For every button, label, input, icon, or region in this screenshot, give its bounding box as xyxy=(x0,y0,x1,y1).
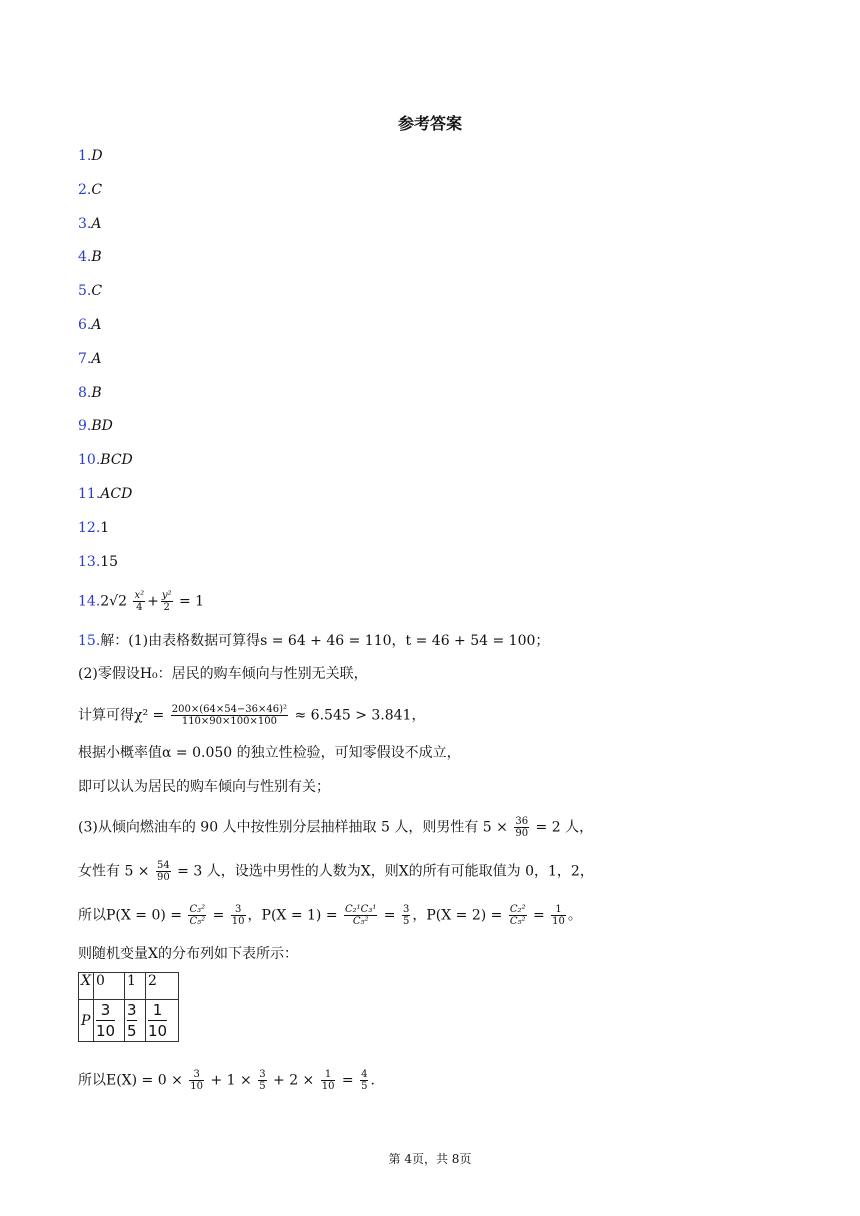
denominator: C₅² xyxy=(189,916,206,927)
answer-value: ACD xyxy=(100,486,133,502)
answer-9 xyxy=(78,416,113,436)
denominator: 10 xyxy=(190,1081,204,1092)
solution-text: 解：(1)由表格数据可算得s = 64 + 46 = 110，t = 46 + 54 = 100； xyxy=(100,633,550,649)
answer-number: 12. xyxy=(78,520,101,536)
table-cell: 0 xyxy=(93,973,124,1000)
denominator: 10 xyxy=(552,916,565,927)
solution-text: = xyxy=(528,907,550,924)
solution-text: ，P(X = 2) = xyxy=(412,907,507,924)
fraction xyxy=(509,904,527,927)
table-cell: 1 xyxy=(124,973,145,1000)
answer-6 xyxy=(78,315,101,335)
solution-text: = 3 人，设选中男性的人数为X，则X的所有可能取值为 0，1，2， xyxy=(172,863,594,880)
answer-value: 2√2 xyxy=(100,593,128,610)
q15-line-6 xyxy=(78,816,593,839)
table-header-cell: X xyxy=(79,973,94,1000)
solution-text: = xyxy=(379,907,400,924)
q15-line-10 xyxy=(78,1069,375,1092)
answer-4 xyxy=(78,247,102,267)
answer-value: D xyxy=(91,148,103,164)
solution-text: 即可以认为居民的购车倾向与性别有关； xyxy=(78,779,330,795)
fraction xyxy=(188,904,206,927)
denominator: 5 xyxy=(259,1081,266,1092)
answer-number: 14. xyxy=(78,593,101,610)
solution-text: 根据小概率值α = 0.050 的独立性检验，可知零假设不成立， xyxy=(78,745,461,761)
answer-value: A xyxy=(91,317,102,333)
answer-11 xyxy=(78,484,132,504)
denominator: 90 xyxy=(157,872,170,883)
equation-rhs: = 1 xyxy=(174,593,205,610)
page-footer: 第 4页，共 8页 xyxy=(388,1152,472,1166)
answer-2 xyxy=(78,180,102,200)
answer-8 xyxy=(78,383,102,403)
denominator: C₅² xyxy=(509,916,526,927)
answer-number: 4. xyxy=(78,249,92,265)
solution-text: 所以E(X) = 0 × xyxy=(78,1072,188,1089)
chi-square-fraction xyxy=(171,704,288,727)
table-cell xyxy=(93,1000,124,1042)
solution-text: 。 xyxy=(567,907,582,924)
q15-line-1 xyxy=(78,631,549,651)
fraction xyxy=(189,1069,204,1092)
fraction: $\frac{1}{10}$ xyxy=(147,1001,168,1040)
numerator: C₂² xyxy=(509,904,526,915)
answer-number: 7. xyxy=(78,351,92,367)
table-header-cell: P xyxy=(79,1000,94,1042)
solution-text: = xyxy=(337,1072,359,1089)
numerator: C₃² xyxy=(189,904,206,915)
denominator: 5 xyxy=(361,1081,368,1092)
numerator: 1 xyxy=(321,1069,336,1081)
answer-3 xyxy=(78,214,101,234)
answer-value: 1 xyxy=(100,520,110,536)
denominator: 90 xyxy=(515,828,529,839)
distribution-table xyxy=(78,972,179,1042)
fraction xyxy=(551,904,566,927)
solution-text: ，P(X = 1) = xyxy=(247,907,343,924)
fraction: $\frac{3}{10}$ xyxy=(95,1001,116,1040)
answer-7 xyxy=(78,349,101,369)
plus-sign: + xyxy=(147,593,159,610)
table-cell xyxy=(145,1000,178,1042)
fraction: $\frac{3}{5}$ xyxy=(126,1001,137,1040)
solution-text: ≈ 6.545 > 3.841， xyxy=(290,707,426,724)
answer-number: 10. xyxy=(78,452,101,468)
numerator: y² xyxy=(161,590,172,601)
q15-line-3 xyxy=(78,704,425,727)
numerator: 4 xyxy=(361,1069,368,1080)
solution-text: + 1 × xyxy=(206,1072,257,1089)
numerator: C₂¹C₃¹ xyxy=(345,904,377,915)
q15-line-4 xyxy=(78,743,461,763)
denominator: 2 xyxy=(163,602,170,613)
fraction xyxy=(258,1069,266,1092)
answer-number: 2. xyxy=(78,182,92,198)
answer-13 xyxy=(78,552,118,572)
denominator: 110×90×100×100 xyxy=(181,716,277,727)
denominator: 10 xyxy=(231,916,245,927)
page-title: 参考答案 xyxy=(397,114,462,133)
denominator: 4 xyxy=(136,602,143,613)
solution-text: 则随机变量X的分布列如下表所示： xyxy=(78,946,298,962)
answer-number: 15. xyxy=(78,633,101,649)
answer-value: C xyxy=(91,182,103,198)
q15-line-5 xyxy=(78,777,330,797)
solution-text: + 2 × xyxy=(268,1072,319,1089)
numerator: 200×(64×54−36×46)² xyxy=(171,704,288,715)
answer-number: 6. xyxy=(78,317,92,333)
answer-value: BD xyxy=(91,418,113,434)
answer-14 xyxy=(78,590,204,613)
solution-text: 女性有 5 × xyxy=(78,863,154,880)
numerator: 1 xyxy=(551,904,566,916)
table-row xyxy=(79,973,179,1000)
answer-value: B xyxy=(91,385,102,401)
answer-value: A xyxy=(91,351,102,367)
answer-10 xyxy=(78,450,133,470)
numerator: 54 xyxy=(157,860,170,871)
fraction xyxy=(360,1069,368,1092)
answer-value: 15 xyxy=(100,554,119,570)
solution-text: . xyxy=(370,1072,375,1089)
answer-number: 1. xyxy=(78,148,92,164)
answer-number: 11. xyxy=(78,486,101,502)
numerator: x² xyxy=(134,590,145,601)
solution-text: (3)从倾向燃油车的 90 人中按性别分层抽样抽取 5 人，则男性有 5 × xyxy=(78,819,513,836)
denominator: 10 xyxy=(321,1081,335,1092)
answer-number: 13. xyxy=(78,554,101,570)
answer-number: 5. xyxy=(78,283,92,299)
fraction xyxy=(344,904,377,927)
denominator: C₅² xyxy=(352,916,369,927)
answer-value: C xyxy=(91,283,103,299)
q15-line-8 xyxy=(78,904,582,927)
numerator: 3 xyxy=(189,1069,204,1081)
solution-text: (2)零假设H₀：居民的购车倾向与性别无关联， xyxy=(78,666,368,682)
numerator: 3 xyxy=(231,904,246,916)
table-row xyxy=(79,1000,179,1042)
answer-value: BCD xyxy=(100,452,133,468)
q15-line-2 xyxy=(78,664,368,684)
fraction xyxy=(321,1069,336,1092)
answer-5 xyxy=(78,281,102,301)
answer-12 xyxy=(78,518,109,538)
solution-text: 所以P(X = 0) = xyxy=(78,907,187,924)
q15-line-7 xyxy=(78,860,594,883)
fraction xyxy=(133,590,145,613)
fraction xyxy=(161,590,173,613)
answer-number: 9. xyxy=(78,418,92,434)
solution-text: 计算可得χ² = xyxy=(78,707,169,724)
answer-value: B xyxy=(91,249,102,265)
fraction xyxy=(156,860,171,883)
fraction xyxy=(402,904,410,927)
answer-value: A xyxy=(91,216,102,232)
solution-text: = xyxy=(208,907,229,924)
table-cell: 2 xyxy=(145,973,178,1000)
numerator: 3 xyxy=(403,904,410,915)
answer-number: 8. xyxy=(78,385,92,401)
answer-1 xyxy=(78,146,103,166)
answer-number: 3. xyxy=(78,216,92,232)
numerator: 36 xyxy=(515,816,529,827)
q15-line-9 xyxy=(78,944,298,964)
numerator: 3 xyxy=(259,1069,266,1080)
solution-text: = 2 人， xyxy=(531,819,594,836)
table-cell xyxy=(124,1000,145,1042)
fraction xyxy=(514,816,529,839)
denominator: 5 xyxy=(403,916,410,927)
fraction xyxy=(231,904,246,927)
